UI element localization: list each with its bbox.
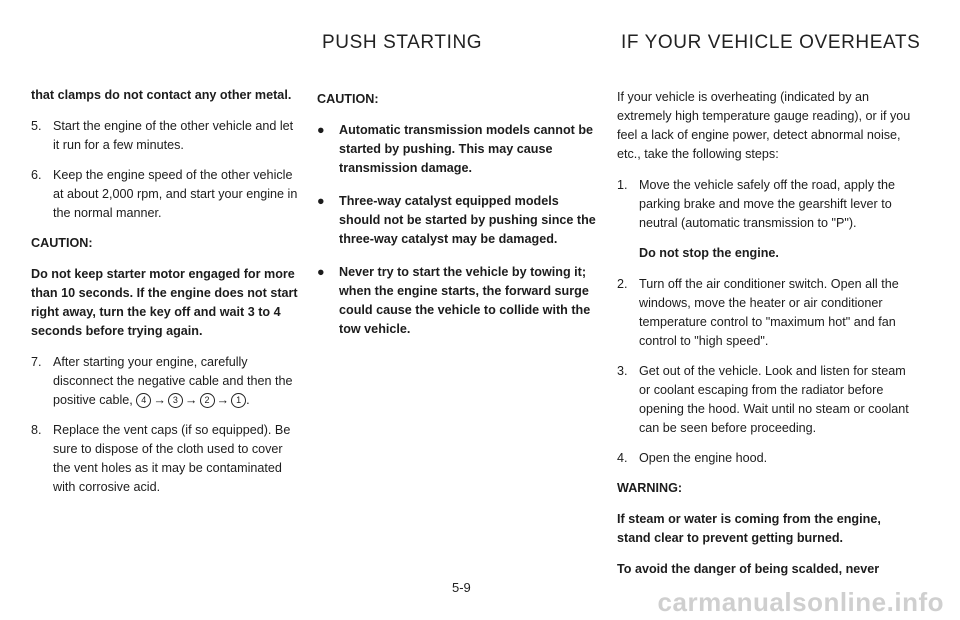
caution-heading: CAUTION: xyxy=(31,236,93,250)
step-number: 4. xyxy=(617,451,628,465)
intro-text: If your vehicle is overheating (indicated by an extremely high temperature gauge reading), or if you feel a lack of engine power, detect abnormal noise, etc., take the following steps: xyxy=(617,90,911,161)
column-middle xyxy=(317,90,601,353)
arrow-icon: → xyxy=(153,393,166,407)
step-number: 7. xyxy=(31,355,42,369)
watermark: carmanualsonline.info xyxy=(657,587,944,617)
step-number: 1. xyxy=(617,178,628,192)
step-text: Start the engine of the other vehicle and let it run for a few minutes. xyxy=(53,119,294,152)
step-text: Turn off the air conditioner switch. Open all the windows, move the heater or air conditioner temperature control to "maximum hot" and fan control to "high speed". xyxy=(639,277,899,348)
sentence-end: . xyxy=(246,393,250,407)
step-text: Open the engine hood. xyxy=(639,451,768,465)
step-3 xyxy=(617,362,917,438)
column-right xyxy=(617,88,917,591)
step-6 xyxy=(31,166,301,223)
caution-bullet xyxy=(317,263,601,339)
step-text: Move the vehicle safely off the road, apply the parking brake and move the gearshift lever to neutral (automatic transmission to "P"). xyxy=(639,178,895,230)
step-number: 8. xyxy=(31,423,42,437)
column-left xyxy=(31,86,301,508)
caution-bullet xyxy=(317,192,601,249)
page-number: 5-9 xyxy=(452,580,471,595)
warning-text: If steam or water is coming from the engine, stand clear to prevent getting burned. xyxy=(617,512,881,545)
caution-bullet xyxy=(317,121,601,178)
bullet-icon: ● xyxy=(317,265,325,279)
step-4 xyxy=(617,449,917,468)
step-7 xyxy=(31,353,301,410)
section-title-push-starting: PUSH STARTING xyxy=(322,32,483,53)
step-number: 2. xyxy=(617,277,628,291)
step-text: Get out of the vehicle. Look and listen for steam or coolant escaping from the radiator before opening the hood. Wait until no steam or coolant can be seen before proceeding. xyxy=(639,364,909,435)
step-8 xyxy=(31,421,301,497)
step-2 xyxy=(617,275,917,351)
warning-continued: To avoid the danger of being scalded, never xyxy=(617,562,880,576)
step-number: 3. xyxy=(617,364,628,378)
step-text: Keep the engine speed of the other vehicle at about 2,000 rpm, and start your engine in the normal manner. xyxy=(53,168,298,220)
step-number: 6. xyxy=(31,168,42,182)
arrow-icon: → xyxy=(184,393,198,407)
step-number: 5. xyxy=(31,119,42,133)
caution-heading: CAUTION: xyxy=(317,92,379,106)
section-title-overheats: IF YOUR VEHICLE OVERHEATS xyxy=(621,32,921,53)
circled-number-4: 4 xyxy=(136,393,151,408)
circled-number-1: 1 xyxy=(231,393,246,408)
step-5 xyxy=(31,117,301,155)
bullet-icon: ● xyxy=(317,194,325,208)
arrow-icon: → xyxy=(216,393,230,407)
bullet-text: Never try to start the vehicle by towing it; when the engine starts, the forward surge could cause the vehicle to collide with the tow vehicle. xyxy=(339,265,591,336)
bullet-text: Three-way catalyst equipped models should not be started by pushing since the three-way catalyst may be damaged. xyxy=(339,194,596,246)
step-7-text: After starting your engine, carefully disconnect the negative cable and then the positive cable, xyxy=(53,355,293,407)
step-text: Replace the vent caps (if so equipped). Be sure to dispose of the cloth used to cover the vent holes as it may be contaminated with corrosive acid. xyxy=(53,423,291,494)
intro-text: that clamps do not contact any other metal. xyxy=(31,88,292,102)
circled-number-3: 3 xyxy=(168,393,183,408)
bullet-text: Automatic transmission models cannot be started by pushing. This may cause transmission damage. xyxy=(339,123,594,175)
step-1 xyxy=(617,176,917,233)
step-text xyxy=(53,353,301,410)
caution-text: Do not keep starter motor engaged for more than 10 seconds. If the engine does not start right away, turn the key off and wait 3 to 4 seconds before trying again. xyxy=(31,267,298,338)
circled-number-2: 2 xyxy=(200,393,215,408)
warning-heading: WARNING: xyxy=(617,481,683,495)
bullet-icon: ● xyxy=(317,123,325,137)
note-text: Do not stop the engine. xyxy=(639,246,779,260)
